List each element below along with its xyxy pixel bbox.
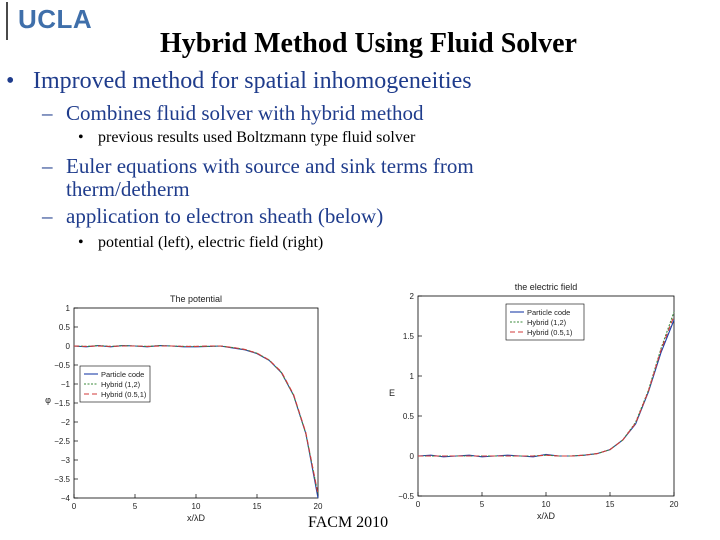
chart1-x-tick-label: 15: [252, 502, 262, 511]
chart2-y-axis-label: E: [388, 388, 396, 398]
chart2-y-tick-label: 0.5: [402, 412, 414, 421]
chart2-title: the electric field: [514, 282, 578, 292]
chart1-y-tick-label: −2.5: [54, 437, 70, 446]
bullet-6-marker: •: [78, 234, 84, 251]
chart1-legend-label-2: Hybrid (1,2): [101, 380, 141, 389]
chart1-legend-label-3: Hybrid (0.5,1): [101, 390, 147, 399]
chart1-x-tick-label: 0: [71, 502, 77, 511]
bullet-5: [42, 204, 384, 229]
chart2-y-tick-label: 0: [409, 452, 414, 461]
chart1-plot-area: [74, 308, 318, 498]
chart1-x-tick-label: 5: [132, 502, 138, 511]
bullet-2-text: Combines fluid solver with hybrid method: [66, 101, 424, 125]
ucla-logo: UCLA: [18, 4, 93, 34]
chart2-x-tick-label: 10: [541, 500, 551, 509]
bullet-1: [6, 68, 472, 95]
bullet-4-text: Euler equations with source and sink terms from: [66, 154, 474, 178]
chart1-x-axis-label: x/λD: [187, 513, 205, 523]
chart1-y-tick-label: 0: [65, 342, 70, 351]
chart1-y-tick-label: −2: [60, 418, 70, 427]
bullet-6: [78, 234, 324, 252]
bullet-1-marker: •: [6, 68, 15, 94]
bullet-1-text: Improved method for spatial inhomogeneities: [33, 68, 472, 94]
chart2-x-tick-label: 20: [669, 500, 679, 509]
bullet-4-continuation-text: therm/detherm: [66, 177, 190, 201]
chart1-y-tick-label: −1.5: [54, 399, 70, 408]
bullet-5-marker: –: [42, 204, 53, 228]
bullet-3: [78, 129, 416, 147]
bullet-2: [42, 101, 424, 126]
bullet-5-text: application to electron sheath (below): [66, 204, 384, 228]
chart1-y-tick-label: −1: [60, 380, 70, 389]
chart2-legend-label-3: Hybrid (0.5,1): [527, 328, 573, 337]
chart1-y-tick-label: −3.5: [54, 475, 70, 484]
chart1-y-axis-label: φ: [45, 395, 51, 405]
bullet-2-marker: –: [42, 101, 53, 125]
potential-chart: [38, 286, 338, 526]
chart2-y-tick-label: −0.5: [398, 492, 414, 501]
chart1-y-tick-label: 0.5: [58, 323, 70, 332]
chart2-y-tick-label: 1.5: [402, 332, 414, 341]
chart1-y-tick-label: −0.5: [54, 361, 70, 370]
chart2-x-tick-label: 5: [479, 500, 485, 509]
chart2-y-tick-label: 2: [409, 292, 414, 301]
chart1-x-tick-label: 20: [313, 502, 323, 511]
bullet-6-text: potential (left), electric field (right): [98, 234, 324, 251]
chart2-legend-label-2: Hybrid (1,2): [527, 318, 567, 327]
bullet-3-marker: •: [78, 129, 84, 146]
chart2-x-axis-label: x/λD: [537, 511, 555, 521]
bullet-4: [42, 154, 474, 179]
chart2-x-tick-label: 0: [415, 500, 421, 509]
chart1-y-tick-label: −4: [60, 494, 70, 503]
electric-field-chart: [386, 282, 692, 522]
slide-title: Hybrid Method Using Fluid Solver: [160, 28, 577, 59]
chart2-y-tick-label: 1: [409, 372, 414, 381]
chart1-y-tick-label: 1: [65, 304, 70, 313]
chart1-legend-label-1: Particle code: [101, 370, 145, 379]
chart2-x-tick-label: 15: [605, 500, 615, 509]
bullet-4-continuation: [66, 177, 190, 202]
chart1-y-tick-label: −3: [60, 456, 70, 465]
chart1-x-tick-label: 10: [191, 502, 201, 511]
chart2-legend-label-1: Particle code: [527, 308, 571, 317]
bullet-3-text: previous results used Boltzmann type fluid solver: [98, 129, 416, 146]
footer-text: FACM 2010: [308, 514, 389, 531]
chart1-title: The potential: [169, 294, 223, 304]
bullet-4-marker: –: [42, 154, 53, 178]
logo-divider: [6, 2, 8, 40]
